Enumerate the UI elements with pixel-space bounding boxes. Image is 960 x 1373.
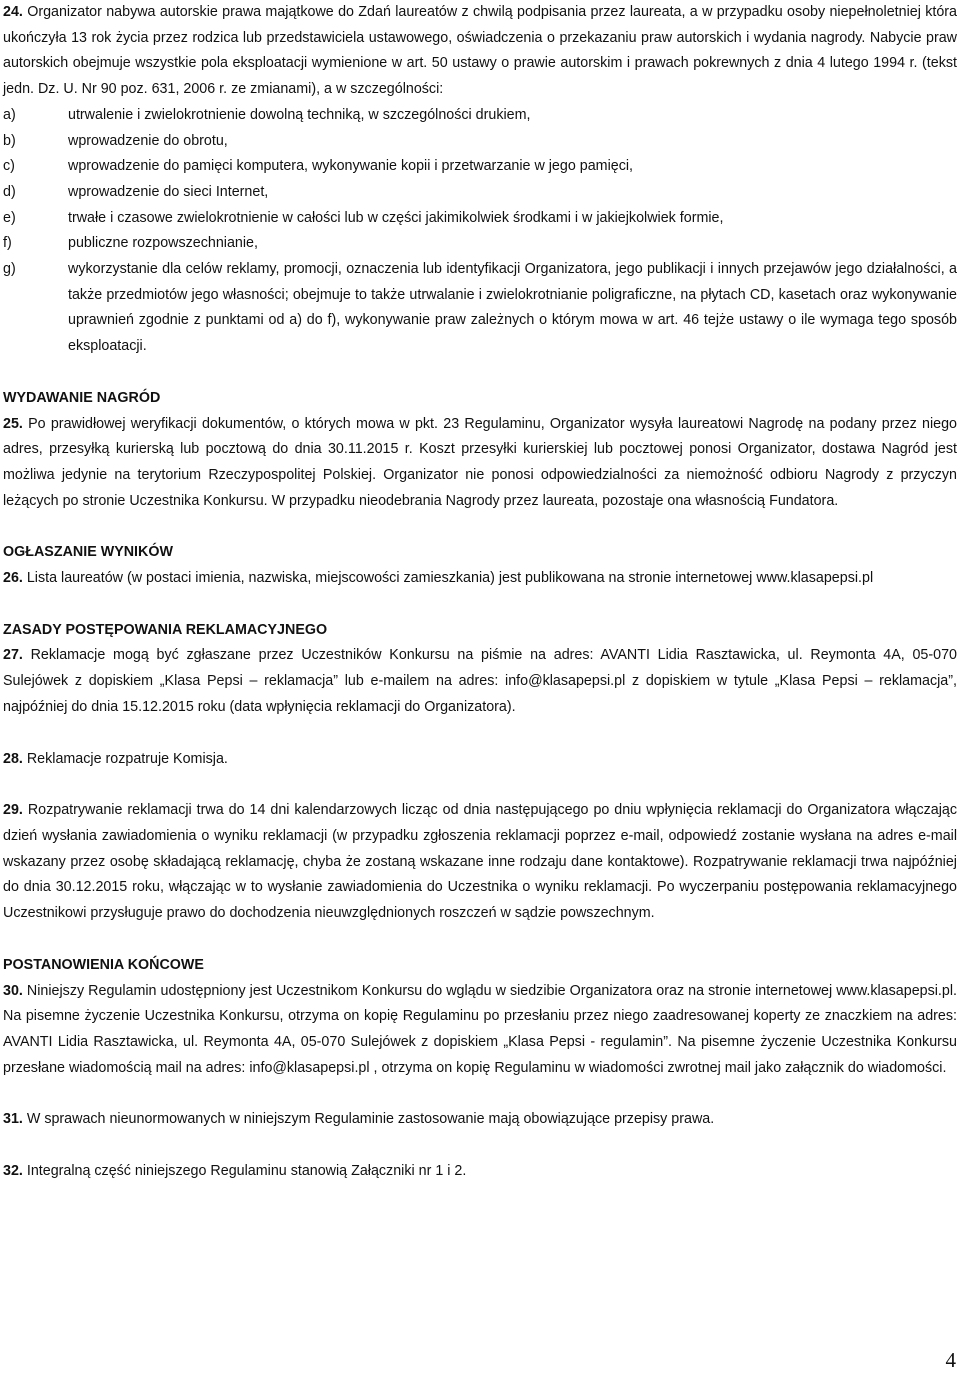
paragraph-32	[3, 1159, 957, 1185]
paragraph-number: 24.	[3, 4, 23, 20]
list-item	[3, 231, 957, 257]
paragraph-24	[3, 0, 957, 103]
spacer	[3, 592, 957, 618]
paragraph-30	[3, 979, 957, 1082]
paragraph-text: Reklamacje mogą być zgłaszane przez Uczestników Konkursu na piśmie na adres: AVANTI Lidia Rasztawicka, ul. Reymonta 4A, 05-070 Sulejówek z dopiskiem „Klasa Pepsi – reklamacja” lub e-mailem na adres: info@klasapepsi.pl z dopiskiem w tytule „Klasa Pepsi – reklamacja”, najpóźniej do dnia 15.12.2015 roku (data wpłynięcia reklamacji do Organizatora).	[3, 647, 957, 715]
paragraph-text: Lista laureatów (w postaci imienia, nazwiska, miejscowości zamieszkania) jest publikowana na stronie internetowej www.klasapepsi.pl	[22, 570, 874, 587]
page-number: 4	[945, 1348, 956, 1372]
paragraph-28	[3, 747, 957, 773]
list-item	[3, 103, 957, 129]
paragraph-31	[3, 1107, 957, 1133]
paragraph-number: 31.	[3, 1111, 23, 1128]
paragraph-text: Rozpatrywanie reklamacji trwa do 14 dni kalendarzowych licząc od dnia następującego po dniu wpłynięcia reklamacji do Organizatora włączając dzień wysłania zawiadomienia o wyniku reklamacji (w przypadku zgłoszenia reklamacji poprzez e-mail, odpowiedź zostanie wysłana na adres e-mail wskazany przez osobę składającą reklamację, chyba że zostaną wskazane inne rodzaju dane kontaktowe). Rozpatrywanie reklamacji trwa najpóźniej do dnia 30.12.2015 roku, włączając w to wysłanie zawiadomienia do Uczestnika o wyniku reklamacji. Po wyczerpaniu postępowania reklamacyjnego Uczestnikowi przysługuje prawo do dochodzenia nieuwzględnionych roszczeń w sądzie powszechnym.	[3, 802, 957, 922]
paragraph-text: Niniejszy Regulamin udostępniony jest Uczestnikom Konkursu do wglądu w siedzibie Organizatora oraz na stronie internetowej www.klasapepsi.pl. Na pisemne życzenie Uczestnika Konkursu, otrzyma on kopię Regulaminu po przesłaniu przez niego zaadresowanej koperty ze znaczkiem na adres: AVANTI Lidia Rasztawicka, ul. Reymonta 4A, 05-070 Sulejówek z dopiskiem „Klasa Pepsi - regulamin”. Na pisemne życzenie Uczestnika Konkursu przesłane wiadomością mail na adres: info@klasapepsi.pl , otrzyma on kopię Regulaminu w wiadomości zwrotnej mail jako załącznik do wiadomości.	[3, 982, 957, 1076]
list-item	[3, 180, 957, 206]
list-item-text: publiczne rozpowszechnianie,	[68, 235, 258, 252]
section-heading-wydawanie: WYDAWANIE NAGRÓD	[3, 389, 161, 406]
list-item-text: trwałe i czasowe zwielokrotnienie w całości lub w części jakimikolwiek środkami i w jakiejkolwiek formie,	[68, 209, 724, 226]
paragraph-text: Po prawidłowej weryfikacji dokumentów, o których mowa w pkt. 23 Regulaminu, Organizator wysyła laureatowi Nagrodę na podany przez niego adres, przesyłką kurierską lub pocztową do dnia 30.11.2015 r. Koszt przesyłki kurierskiej lub pocztowej ponosi Organizator, dostawa Nagród jest możliwa jedynie na terytorium Rzeczypospolitej Polskiej. Organizator nie ponosi odpowiedzialności za niemożność odbioru Nagrody z przyczyn leżących po stronie Uczestnika Konkursu. W przypadku nieodebrania Nagrody przez laureata, pozostaje ona własnością Fundatora.	[3, 415, 957, 509]
paragraph-text: Integralną część niniejszego Regulaminu stanowią Załączniki nr 1 i 2.	[22, 1163, 467, 1180]
list-item	[3, 206, 957, 232]
paragraph-text: W sprawach nieunormowanych w niniejszym Regulaminie zastosowanie mają obowiązujące przepisy prawa.	[22, 1111, 715, 1128]
paragraph-25	[3, 412, 957, 515]
list-marker: g)	[3, 261, 16, 278]
list-item-text: wprowadzenie do obrotu,	[68, 132, 228, 149]
paragraph-number: 27.	[3, 647, 23, 664]
paragraph-number: 32.	[3, 1163, 23, 1180]
list-marker: e)	[3, 209, 16, 226]
list-marker: c)	[3, 158, 15, 175]
paragraph-text: Reklamacje rozpatruje Komisja.	[22, 750, 228, 767]
spacer	[3, 721, 957, 747]
document-page	[3, 0, 957, 1185]
spacer	[3, 1133, 957, 1159]
list-marker: b)	[3, 132, 16, 149]
list-marker: f)	[3, 235, 12, 252]
paragraph-27	[3, 643, 957, 720]
list-item-text: wprowadzenie do sieci Internet,	[68, 183, 269, 200]
section-heading-oglaszanie: OGŁASZANIE WYNIKÓW	[3, 544, 173, 561]
list-item	[3, 129, 957, 155]
spacer	[3, 360, 957, 386]
section-heading-postanowienia: POSTANOWIENIA KOŃCOWE	[3, 956, 204, 973]
spacer	[3, 514, 957, 540]
list-marker: d)	[3, 183, 16, 200]
rights-list	[3, 103, 957, 360]
paragraph-number: 29.	[3, 802, 23, 819]
section-heading-reklamacje: ZASADY POSTĘPOWANIA REKLAMACYJNEGO	[3, 621, 328, 638]
spacer	[3, 772, 957, 798]
list-item-text: wprowadzenie do pamięci komputera, wykonywanie kopii i przetwarzanie w jego pamięci,	[68, 158, 633, 175]
list-item-text: wykorzystanie dla celów reklamy, promocji, oznaczenia lub identyfikacji Organizatora, jego publikacji i innych przejawów jego działalności, a także przedmiotów jego własności; obejmuje to także utrwalanie i zwielokrotnianie poligraficzne, na płytach CD, kasetach oraz wykonywanie uprawnień zgodnie z punktami od a) do f), wykonywanie praw zależnych o którym mowa w art. 46 tejże ustawy o ile wymaga tego sposób eksploatacji.	[68, 261, 957, 355]
spacer	[3, 1081, 957, 1107]
paragraph-number: 30.	[3, 982, 23, 999]
paragraph-number: 26.	[3, 570, 23, 587]
list-item-text: utrwalenie i zwielokrotnienie dowolną techniką, w szczególności drukiem,	[68, 106, 531, 123]
paragraph-number: 25.	[3, 415, 23, 432]
spacer	[3, 927, 957, 953]
list-marker: a)	[3, 106, 16, 123]
list-item	[3, 154, 957, 180]
paragraph-26	[3, 566, 957, 592]
paragraph-29	[3, 798, 957, 927]
paragraph-text: Organizator nabywa autorskie prawa majątkowe do Zdań laureatów z chwilą podpisania przez laureata, a w przypadku osoby niepełnoletniej która ukończyła 13 rok życia przez rodzica lub przedstawiciela ustawowego, oświadczenia o przekazaniu praw autorskich i wydania nagrody. Nabycie praw autorskich obejmuje wszystkie pola eksploatacji wymienione w art. 50 ustawy o prawie autorskim i prawach pokrewnych z dnia 4 lutego 1994 r. (tekst jedn. Dz. U. Nr 90 poz. 631, 2006 r. ze zmianami), a w szczególności:	[3, 4, 957, 98]
paragraph-number: 28.	[3, 750, 23, 767]
list-item	[3, 257, 957, 360]
